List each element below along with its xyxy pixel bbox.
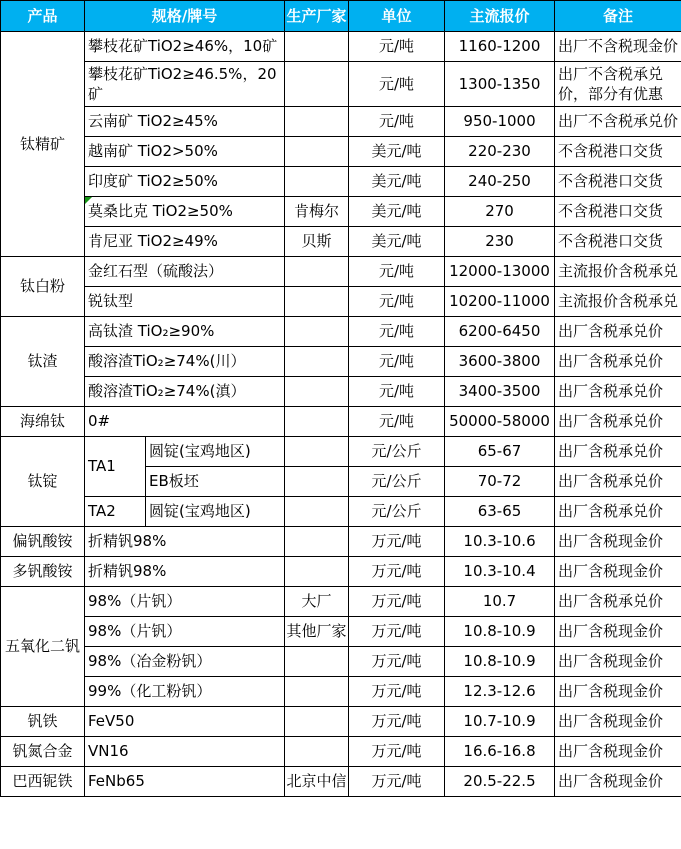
producer-cell: 大厂 xyxy=(285,587,349,617)
table-row xyxy=(1,677,681,707)
producer-cell xyxy=(285,32,349,62)
price-cell: 20.5-22.5 xyxy=(445,767,555,797)
producer-cell xyxy=(285,707,349,737)
remark-cell: 出厂含税现金价 xyxy=(555,647,681,677)
remark-cell: 出厂含税现金价 xyxy=(555,707,681,737)
remark-cell: 出厂含税承兑价 xyxy=(555,437,681,467)
unit-cell: 元/吨 xyxy=(349,62,445,107)
product-cell: 钛锭 xyxy=(1,437,85,527)
producer-cell xyxy=(285,677,349,707)
table-row xyxy=(1,137,681,167)
table-row xyxy=(1,527,681,557)
producer-cell xyxy=(285,257,349,287)
unit-cell: 元/吨 xyxy=(349,287,445,317)
grade-cell: TA1 xyxy=(85,437,146,497)
producer-cell xyxy=(285,437,349,467)
spec-cell: 折精钒98% xyxy=(85,527,285,557)
producer-cell xyxy=(285,347,349,377)
product-cell: 巴西铌铁 xyxy=(1,767,85,797)
table-row xyxy=(1,287,681,317)
producer-cell xyxy=(285,137,349,167)
unit-cell: 万元/吨 xyxy=(349,767,445,797)
spec-cell: 酸溶渣TiO₂≥74%(滇） xyxy=(85,377,285,407)
subspec-cell: 圆锭(宝鸡地区) xyxy=(146,437,285,467)
producer-cell: 肯梅尔 xyxy=(285,197,349,227)
price-cell: 10.8-10.9 xyxy=(445,647,555,677)
remark-cell: 出厂不含税承兑价，部分有优惠 xyxy=(555,62,681,107)
unit-cell: 美元/吨 xyxy=(349,197,445,227)
subspec-cell: EB板坯 xyxy=(146,467,285,497)
table-row xyxy=(1,227,681,257)
price-cell: 1300-1350 xyxy=(445,62,555,107)
remark-cell: 出厂含税现金价 xyxy=(555,617,681,647)
col-header-unit: 单位 xyxy=(349,1,445,32)
table-row xyxy=(1,737,681,767)
unit-cell: 万元/吨 xyxy=(349,587,445,617)
spec-cell: 金红石型（硫酸法） xyxy=(85,257,285,287)
price-cell: 6200-6450 xyxy=(445,317,555,347)
comment-indicator-icon xyxy=(85,197,92,204)
remark-cell: 出厂含税现金价 xyxy=(555,767,681,797)
table-row xyxy=(1,107,681,137)
producer-cell xyxy=(285,737,349,767)
col-header-producer: 生产厂家 xyxy=(285,1,349,32)
remark-cell: 出厂含税承兑价 xyxy=(555,587,681,617)
unit-cell: 万元/吨 xyxy=(349,557,445,587)
spec-cell: 98%（冶金粉钒） xyxy=(85,647,285,677)
table-row xyxy=(1,257,681,287)
producer-cell xyxy=(285,287,349,317)
table-row xyxy=(1,437,681,467)
table-row xyxy=(1,32,681,62)
spec-cell: 攀枝花矿TiO2≥46.5%，20矿 xyxy=(85,62,285,107)
price-cell: 10.8-10.9 xyxy=(445,617,555,647)
price-cell: 65-67 xyxy=(445,437,555,467)
spec-cell: 0# xyxy=(85,407,285,437)
unit-cell: 美元/吨 xyxy=(349,167,445,197)
spec-cell: 98%（片钒） xyxy=(85,617,285,647)
unit-cell: 元/吨 xyxy=(349,107,445,137)
price-cell: 220-230 xyxy=(445,137,555,167)
spec-cell: 锐钛型 xyxy=(85,287,285,317)
unit-cell: 万元/吨 xyxy=(349,707,445,737)
product-cell: 五氧化二钒 xyxy=(1,587,85,707)
spec-cell: FeNb65 xyxy=(85,767,285,797)
unit-cell: 万元/吨 xyxy=(349,737,445,767)
remark-cell: 出厂含税承兑价 xyxy=(555,497,681,527)
producer-cell xyxy=(285,557,349,587)
spec-cell: 酸溶渣TiO₂≥74%(川） xyxy=(85,347,285,377)
price-cell: 10.3-10.6 xyxy=(445,527,555,557)
table-row xyxy=(1,497,681,527)
producer-cell xyxy=(285,107,349,137)
price-cell: 70-72 xyxy=(445,467,555,497)
spec-cell: 越南矿 TiO2>50% xyxy=(85,137,285,167)
spec-cell: 高钛渣 TiO₂≥90% xyxy=(85,317,285,347)
unit-cell: 万元/吨 xyxy=(349,677,445,707)
producer-cell: 北京中信 xyxy=(285,767,349,797)
remark-cell: 出厂含税现金价 xyxy=(555,737,681,767)
price-cell: 10.3-10.4 xyxy=(445,557,555,587)
remark-cell: 出厂含税承兑价 xyxy=(555,407,681,437)
table-row xyxy=(1,407,681,437)
table-row xyxy=(1,767,681,797)
table-row xyxy=(1,62,681,107)
table-row xyxy=(1,557,681,587)
price-cell: 16.6-16.8 xyxy=(445,737,555,767)
remark-cell: 出厂含税承兑价 xyxy=(555,377,681,407)
col-header-price: 主流报价 xyxy=(445,1,555,32)
price-cell: 270 xyxy=(445,197,555,227)
producer-cell xyxy=(285,647,349,677)
table-row xyxy=(1,617,681,647)
product-cell: 钛渣 xyxy=(1,317,85,407)
remark-cell: 出厂含税承兑价 xyxy=(555,347,681,377)
producer-cell xyxy=(285,317,349,347)
price-cell: 240-250 xyxy=(445,167,555,197)
price-cell: 10.7 xyxy=(445,587,555,617)
unit-cell: 元/吨 xyxy=(349,377,445,407)
producer-cell xyxy=(285,167,349,197)
spec-cell: 印度矿 TiO2≥50% xyxy=(85,167,285,197)
table-row xyxy=(1,167,681,197)
header-row xyxy=(1,1,681,32)
producer-cell xyxy=(285,527,349,557)
remark-cell: 不含税港口交货 xyxy=(555,227,681,257)
spec-cell: 云南矿 TiO2≥45% xyxy=(85,107,285,137)
remark-cell: 出厂不含税现金价 xyxy=(555,32,681,62)
producer-cell: 贝斯 xyxy=(285,227,349,257)
table-row xyxy=(1,377,681,407)
unit-cell: 美元/吨 xyxy=(349,227,445,257)
producer-cell: 其他厂家 xyxy=(285,617,349,647)
price-cell: 950-1000 xyxy=(445,107,555,137)
subspec-cell: 圆锭(宝鸡地区) xyxy=(146,497,285,527)
price-cell: 10.7-10.9 xyxy=(445,707,555,737)
grade-cell: TA2 xyxy=(85,497,146,527)
unit-cell: 元/吨 xyxy=(349,317,445,347)
spec-cell: 攀枝花矿TiO2≥46%，10矿 xyxy=(85,32,285,62)
remark-cell: 不含税港口交货 xyxy=(555,137,681,167)
product-cell: 偏钒酸铵 xyxy=(1,527,85,557)
product-cell: 钒氮合金 xyxy=(1,737,85,767)
unit-cell: 万元/吨 xyxy=(349,617,445,647)
remark-cell: 主流报价含税承兑 xyxy=(555,257,681,287)
unit-cell: 万元/吨 xyxy=(349,647,445,677)
producer-cell xyxy=(285,377,349,407)
remark-cell: 不含税港口交货 xyxy=(555,167,681,197)
spec-cell: VN16 xyxy=(85,737,285,767)
remark-cell: 出厂含税承兑价 xyxy=(555,467,681,497)
price-cell: 63-65 xyxy=(445,497,555,527)
spec-text: 莫桑比克 TiO2≥50% xyxy=(88,202,233,221)
price-cell: 10200-11000 xyxy=(445,287,555,317)
table-row xyxy=(1,647,681,677)
price-cell: 50000-58000 xyxy=(445,407,555,437)
price-cell: 3600-3800 xyxy=(445,347,555,377)
product-cell: 钛精矿 xyxy=(1,32,85,257)
unit-cell: 元/吨 xyxy=(349,407,445,437)
table-row xyxy=(1,347,681,377)
price-cell: 1160-1200 xyxy=(445,32,555,62)
remark-cell: 主流报价含税承兑 xyxy=(555,287,681,317)
product-cell: 多钒酸铵 xyxy=(1,557,85,587)
unit-cell: 元/公斤 xyxy=(349,437,445,467)
product-cell: 钛白粉 xyxy=(1,257,85,317)
price-cell: 230 xyxy=(445,227,555,257)
remark-cell: 出厂含税现金价 xyxy=(555,527,681,557)
unit-cell: 元/吨 xyxy=(349,257,445,287)
producer-cell xyxy=(285,407,349,437)
table-row xyxy=(1,587,681,617)
table-row xyxy=(1,197,681,227)
product-cell: 钒铁 xyxy=(1,707,85,737)
producer-cell xyxy=(285,467,349,497)
col-header-spec: 规格/牌号 xyxy=(85,1,285,32)
remark-cell: 出厂含税现金价 xyxy=(555,677,681,707)
remark-cell: 出厂不含税承兑价 xyxy=(555,107,681,137)
remark-cell: 不含税港口交货 xyxy=(555,197,681,227)
remark-cell: 出厂含税现金价 xyxy=(555,557,681,587)
spec-cell: 98%（片钒） xyxy=(85,587,285,617)
col-header-product: 产品 xyxy=(1,1,85,32)
spec-cell: 99%（化工粉钒） xyxy=(85,677,285,707)
spec-cell: 肯尼亚 TiO2≥49% xyxy=(85,227,285,257)
unit-cell: 元/吨 xyxy=(349,347,445,377)
col-header-remark: 备注 xyxy=(555,1,681,32)
unit-cell: 万元/吨 xyxy=(349,527,445,557)
table-row xyxy=(1,707,681,737)
spec-cell: 折精钒98% xyxy=(85,557,285,587)
spec-cell: FeV50 xyxy=(85,707,285,737)
producer-cell xyxy=(285,497,349,527)
price-cell: 3400-3500 xyxy=(445,377,555,407)
unit-cell: 元/公斤 xyxy=(349,467,445,497)
unit-cell: 元/吨 xyxy=(349,32,445,62)
price-cell: 12000-13000 xyxy=(445,257,555,287)
price-cell: 12.3-12.6 xyxy=(445,677,555,707)
table-row xyxy=(1,317,681,347)
unit-cell: 元/公斤 xyxy=(349,497,445,527)
remark-cell: 出厂含税承兑价 xyxy=(555,317,681,347)
unit-cell: 美元/吨 xyxy=(349,137,445,167)
producer-cell xyxy=(285,62,349,107)
product-cell: 海绵钛 xyxy=(1,407,85,437)
spec-cell xyxy=(85,197,285,227)
